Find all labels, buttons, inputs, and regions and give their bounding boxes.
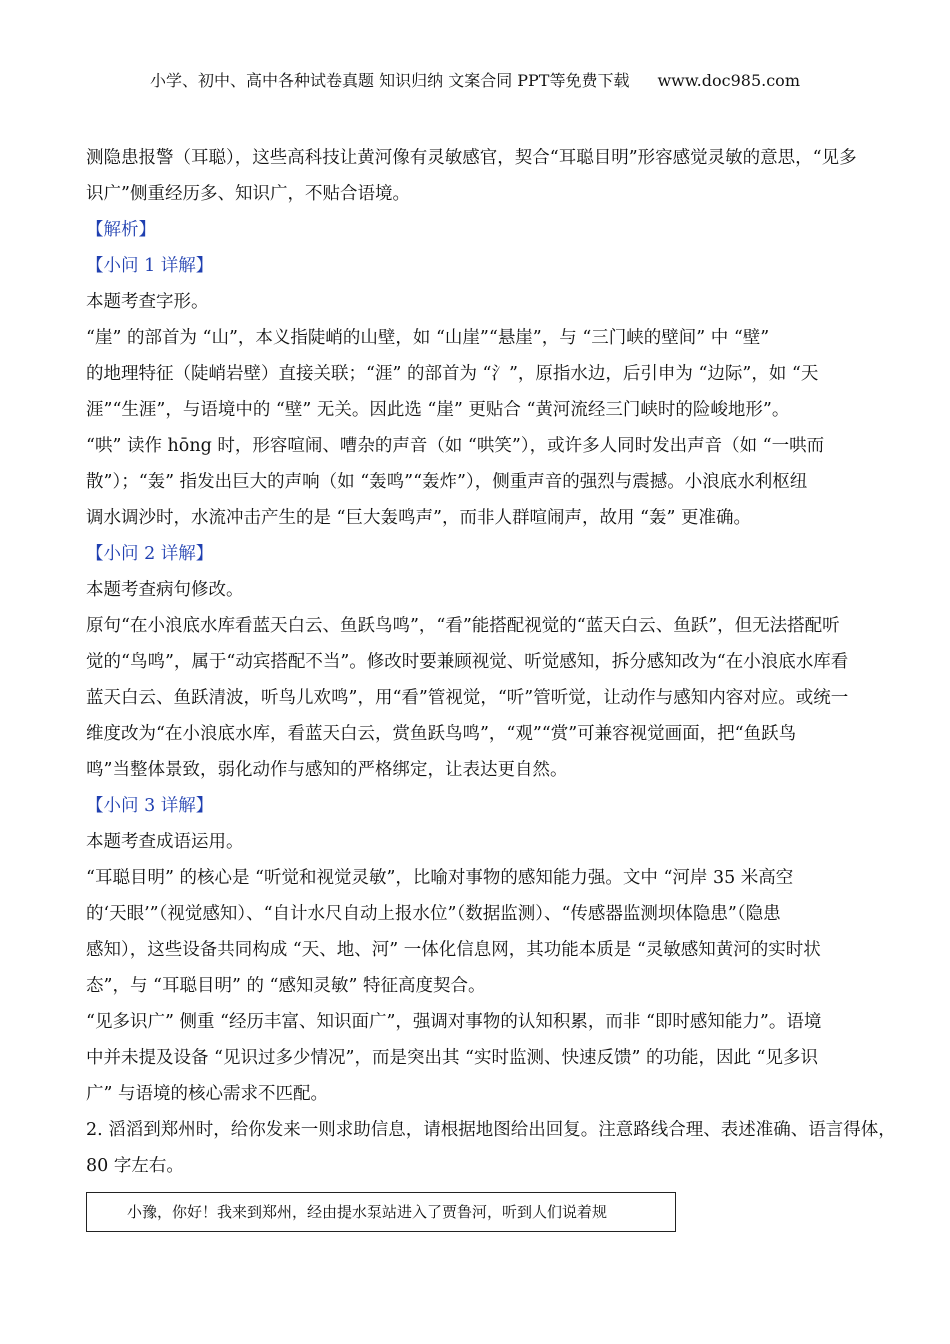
text-lines xyxy=(86,140,896,1184)
text-line: 原句“在小浪底水库看蓝天白云、鱼跃鸟鸣”，“看”能搭配视觉的“蓝天白云、鱼跃”，但无法搭配听 xyxy=(86,616,840,636)
text-line: 的‘天眼’”（视觉感知）、“自计水尺自动上报水位”（数据监测）、“传感器监测坝体隐患”（隐患 xyxy=(86,904,781,924)
page-header xyxy=(0,68,950,91)
section-heading: 【解析】 xyxy=(86,220,156,240)
text-line: 调水调沙时，水流冲击产生的是 “巨大轰鸣声”，而非人群喧闹声，故用 “轰” 更准确。 xyxy=(86,508,751,528)
text-line: 中并未提及设备 “见识过多少情况”，而是突出其 “实时监测、快速反馈” 的功能，因此 “见多识 xyxy=(86,1048,818,1068)
text-line: “耳聪目明” 的核心是 “听觉和视觉灵敏”，比喻对事物的感知能力强。文中 “河岸 35 米高空 xyxy=(86,868,794,888)
text-line: 本题考查病句修改。 xyxy=(86,580,244,600)
text-line: “见多识广” 侧重 “经历丰富、知识面广”，强调对事物的认知积累，而非 “即时感知能力”。语境 xyxy=(86,1012,822,1032)
text-line: 鸣”当整体景致，弱化动作与感知的严格绑定，让表达更自然。 xyxy=(86,760,568,780)
text-line: 觉的“鸟鸣”，属于“动宾搭配不当”。修改时要兼顾视觉、听觉感知，拆分感知改为“在小浪底水库看 xyxy=(86,652,849,672)
section-heading: 【小问 1 详解】 xyxy=(86,256,214,276)
section-heading: 【小问 2 详解】 xyxy=(86,544,214,564)
section-heading: 【小问 3 详解】 xyxy=(86,796,214,816)
text-line: “哄” 读作 hōng 时，形容喧闹、嘈杂的声音（如 “哄笑”），或许多人同时发出声音（如 “一哄而 xyxy=(86,436,825,456)
text-line: 80 字左右。 xyxy=(86,1156,184,1176)
text-line: “崖” 的部首为 “山”，本义指陡峭的山壁，如 “山崖”“悬崖”，与 “三门峡的壁间” 中 “壁” xyxy=(86,328,770,348)
header-text: 小学、初中、高中各种试卷真题 知识归纳 文案合同 PPT等免费下载 xyxy=(150,71,630,90)
text-line: 涯”“生涯”，与语境中的 “壁” 无关。因此选 “崖” 更贴合 “黄河流经三门峡时的险峻地形”。 xyxy=(86,400,790,420)
text-line: 2. 滔滔到郑州时，给你发来一则求助信息，请根据地图给出回复。注意路线合理、表述准确、语言得体， xyxy=(86,1120,896,1140)
text-line: 态”，与 “耳聪目明” 的 “感知灵敏” 特征高度契合。 xyxy=(86,976,486,996)
text-line: 测隐患报警（耳聪），这些高科技让黄河像有灵敏感官，契合“耳聪目明”形容感觉灵敏的意思，“见多 xyxy=(86,148,857,168)
text-line: 识广”侧重经历多、知识广，不贴合语境。 xyxy=(86,184,410,204)
text-line: 感知），这些设备共同构成 “天、地、河” 一体化信息网，其功能本质是 “灵敏感知黄河的实时状 xyxy=(86,940,821,960)
header-url[interactable]: www.doc985.com xyxy=(657,71,800,90)
text-line: 蓝天白云、鱼跃清波，听鸟儿欢鸣”，用“看”管视觉，“听”管听觉，让动作与感知内容对应。或统一 xyxy=(86,688,849,708)
text-line: 散”）；“轰” 指发出巨大的声响（如 “轰鸣”“轰炸”），侧重声音的强烈与震撼。小浪底水利枢纽 xyxy=(86,472,808,492)
text-line: 本题考查成语运用。 xyxy=(86,832,244,852)
text-line: 的地理特征（陡峭岩壁）直接关联；“涯” 的部首为 “氵”，原指水边，后引申为 “边际”，如 “天 xyxy=(86,364,819,384)
message-box-text: 小豫，你好！我来到郑州，经由提水泵站进入了贾鲁河，听到人们说着规 xyxy=(127,1203,608,1221)
message-box xyxy=(86,1192,676,1232)
text-line: 维度改为“在小浪底水库，看蓝天白云，赏鱼跃鸟鸣”，“观”“赏”可兼容视觉画面，把“鱼跃鸟 xyxy=(86,724,797,744)
text-line: 广” 与语境的核心需求不匹配。 xyxy=(86,1084,329,1104)
text-line: 本题考查字形。 xyxy=(86,292,209,312)
document-body xyxy=(86,140,896,1232)
